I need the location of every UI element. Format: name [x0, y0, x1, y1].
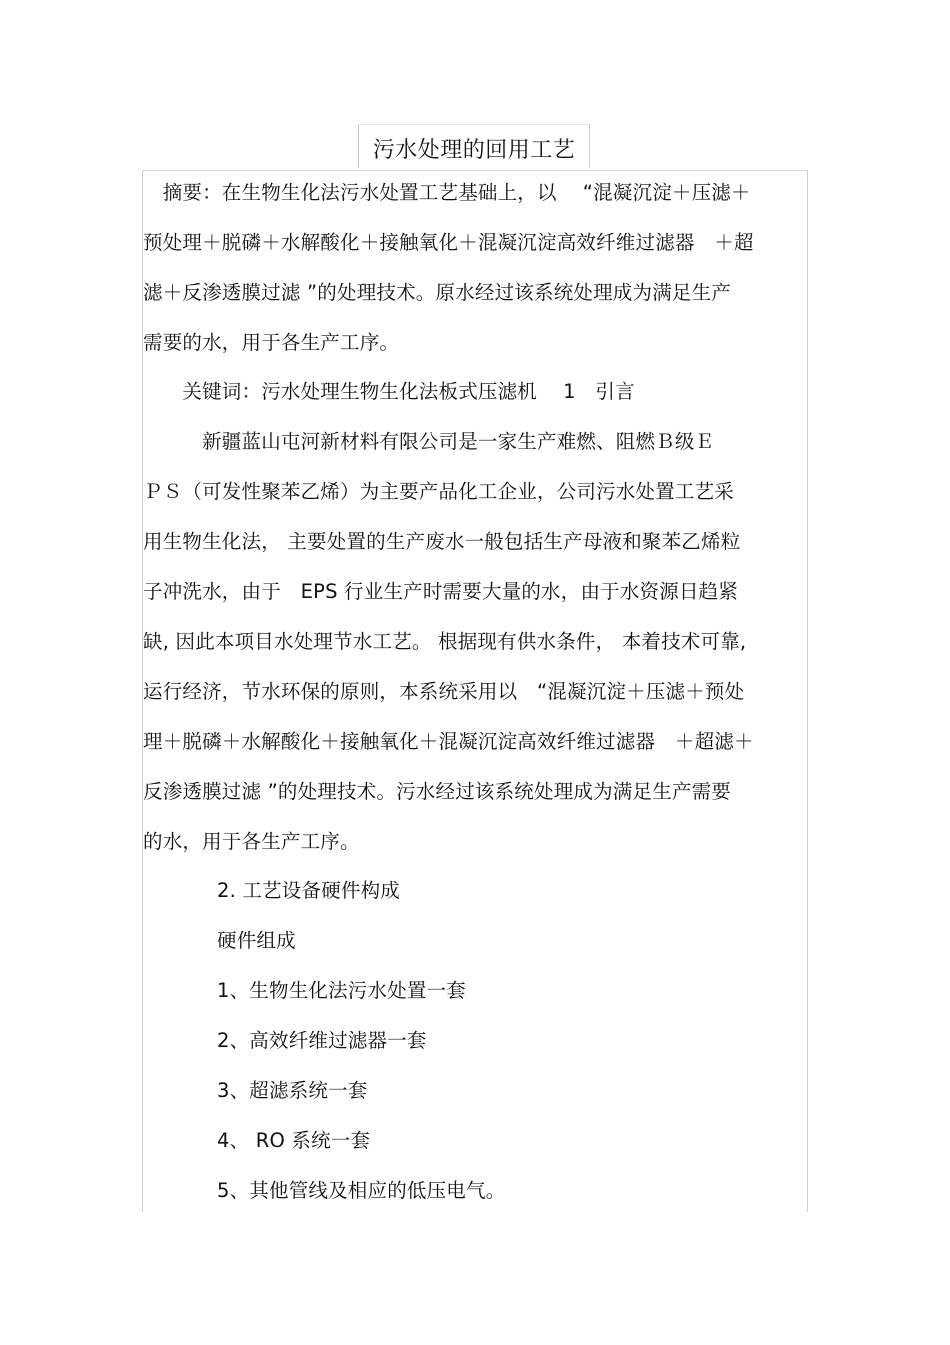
hardware-item: 2、高效纤维过滤器一套 [217, 1029, 427, 1052]
title-box [358, 124, 590, 168]
intro-line: 运行经济，节水环保的原则，本系统采用以 “混凝沉淀＋压滤＋预处 [143, 680, 745, 703]
hardware-item: 3、超滤系统一套 [217, 1079, 368, 1102]
intro-line: 用生物生化法， 主要处置的生产废水一般包括生产母液和聚苯乙烯粒 [143, 530, 741, 553]
hardware-item: 5、其他管线及相应的低压电气。 [217, 1179, 506, 1202]
section-heading: 2. 工艺设备硬件构成 [217, 879, 401, 902]
hardware-heading: 硬件组成 [217, 929, 296, 952]
abstract-line: 滤＋反渗透膜过滤 ”的处理技术。原水经过该系统处理成为满足生产 [143, 281, 732, 304]
hardware-item: 4、 RO 系统一套 [217, 1129, 371, 1152]
abstract-line: 摘要：在生物生化法污水处置工艺基础上，以 “混凝沉淀＋压滤＋ [143, 181, 751, 204]
hardware-item: 1、生物生化法污水处置一套 [217, 979, 467, 1002]
keywords-line: 关键词：污水处理生物生化法板式压滤机 1 引言 [143, 380, 635, 403]
frame-right-line [807, 170, 808, 1212]
frame-top-line [142, 170, 808, 171]
intro-line: 反渗透膜过滤 ”的处理技术。污水经过该系统处理成为满足生产需要 [143, 780, 732, 803]
document-title: 污水处理的回用工艺 [372, 138, 576, 163]
abstract-line: 预处理＋脱磷＋水解酸化＋接触氧化＋混凝沉淀高效纤维过滤器 ＋超 [143, 231, 754, 254]
intro-line: 缺, 因此本项目水处理节水工艺。 根据现有供水条件， 本着技术可靠, [143, 630, 747, 653]
intro-line: 子冲洗水，由于 EPS 行业生产时需要大量的水，由于水资源日趋紧 [143, 580, 739, 603]
intro-line: 的水，用于各生产工序。 [143, 830, 360, 853]
intro-line: ＰＳ（可发性聚苯乙烯）为主要产品化工企业，公司污水处置工艺采 [143, 480, 735, 503]
intro-line: 新疆蓝山屯河新材料有限公司是一家生产难燃、阻燃Ｂ级Ｅ [143, 430, 715, 453]
abstract-line: 需要的水，用于各生产工序。 [143, 331, 400, 354]
intro-line: 理＋脱磷＋水解酸化＋接触氧化＋混凝沉淀高效纤维过滤器 ＋超滤＋ [143, 730, 754, 753]
